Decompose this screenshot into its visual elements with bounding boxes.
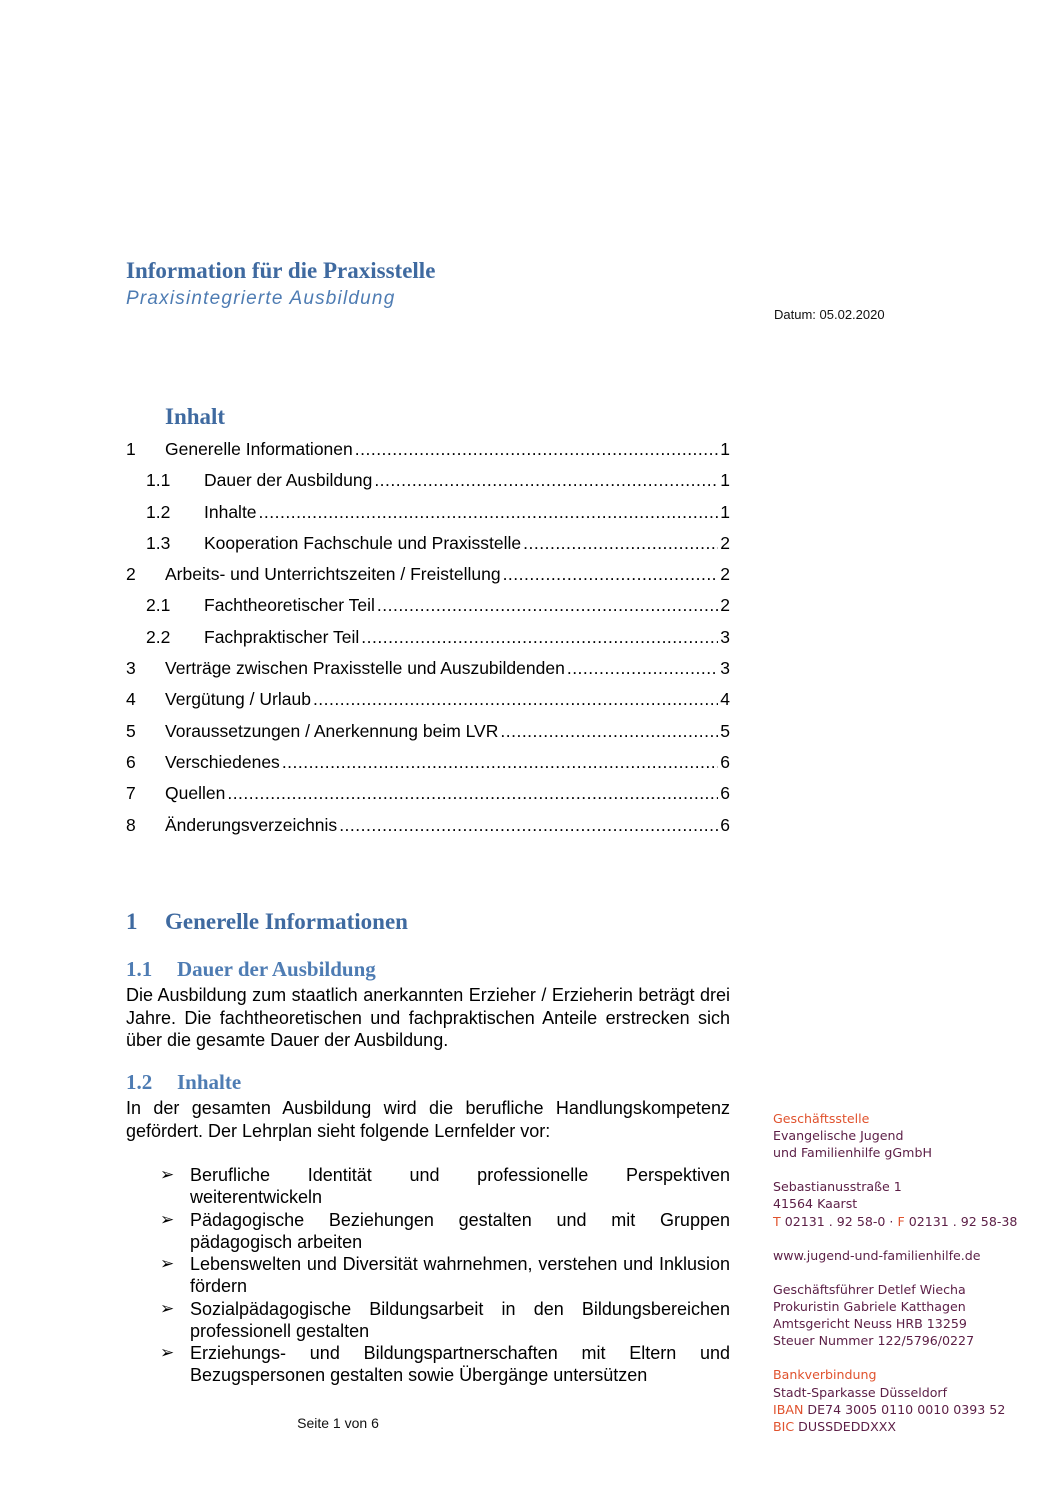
toc-entry-page: 3 xyxy=(720,626,730,647)
toc-entry-label: Fachpraktischer Teil xyxy=(204,626,360,647)
arrow-bullet-icon: ➢ xyxy=(160,1254,175,1274)
toc-entry-page: 6 xyxy=(720,751,730,772)
list-item xyxy=(160,1342,730,1386)
toc-entry-page: 2 xyxy=(720,564,730,585)
toc-entry-label: Verträge zwischen Praxisstelle und Auszubildenden xyxy=(165,658,565,679)
arrow-bullet-icon: ➢ xyxy=(160,1209,175,1229)
toc-entry[interactable] xyxy=(126,467,730,498)
table-of-contents xyxy=(126,436,730,843)
toc-dot-leader xyxy=(227,780,718,806)
toc-entry-page: 3 xyxy=(720,658,730,679)
toc-dot-leader xyxy=(377,592,718,618)
toc-dot-leader xyxy=(259,499,719,525)
toc-entry[interactable] xyxy=(126,749,730,780)
list-item-text: Pädagogische Beziehungen gestalten und mit Gruppen pädagogisch arbeiten xyxy=(190,1209,730,1252)
toc-heading: Inhalt xyxy=(165,404,226,429)
phone-fax-line xyxy=(773,1213,1033,1230)
website-link[interactable]: www.jugend-und-familienhilfe.de xyxy=(773,1247,981,1263)
toc-entry-page: 6 xyxy=(720,783,730,804)
toc-entry-label: Dauer der Ausbildung xyxy=(204,470,373,491)
page-footer: Seite 1 von 6 xyxy=(297,1415,379,1431)
office-label: Geschäftsstelle xyxy=(773,1111,870,1126)
toc-entry-label: Quellen xyxy=(165,783,226,804)
toc-dot-leader xyxy=(503,561,719,587)
iban-prefix: IBAN xyxy=(773,1401,804,1417)
toc-entry-page: 6 xyxy=(720,814,730,835)
subsection-title: Dauer der Ausbildung xyxy=(177,957,376,981)
ceo-line: Geschäftsführer Detlef Wiecha xyxy=(773,1281,966,1297)
subsection-number: 1.2 xyxy=(126,1070,153,1094)
toc-dot-leader xyxy=(567,655,718,681)
toc-entry-page: 5 xyxy=(720,720,730,741)
toc-entry-number: 1.2 xyxy=(146,501,171,522)
toc-entry[interactable] xyxy=(126,624,730,655)
toc-dot-leader xyxy=(500,718,718,744)
toc-entry[interactable] xyxy=(126,561,730,592)
toc-entry[interactable] xyxy=(126,530,730,561)
toc-entry-number: 2.2 xyxy=(146,626,171,647)
iban-value: DE74 3005 0110 0010 0393 52 xyxy=(807,1401,1006,1417)
document-subtitle: Praxisintegrierte Ausbildung xyxy=(126,288,396,309)
toc-entry[interactable] xyxy=(126,812,730,843)
prokurist-line: Prokuristin Gabriele Katthagen xyxy=(773,1299,966,1315)
list-item xyxy=(160,1298,730,1342)
bank-label: Bankverbindung xyxy=(773,1367,877,1383)
bank-name: Stadt-Sparkasse Düsseldorf xyxy=(773,1384,948,1400)
toc-dot-leader xyxy=(282,749,718,775)
toc-entry-label: Änderungsverzeichnis xyxy=(165,814,338,835)
date-line: Datum: 05.02.2020 xyxy=(774,307,885,322)
toc-entry-label: Generelle Informationen xyxy=(165,439,353,459)
toc-entry-label: Voraussetzungen / Anerkennung beim LVR xyxy=(165,720,499,741)
arrow-bullet-icon: ➢ xyxy=(160,1298,175,1318)
toc-entry-number: 7 xyxy=(126,783,136,804)
section-number: 1 xyxy=(126,909,138,934)
city-address: 41564 Kaarst xyxy=(773,1196,858,1212)
toc-entry-number: 4 xyxy=(126,689,136,710)
document-title: Information für die Praxisstelle xyxy=(126,258,436,283)
toc-entry-number: 2 xyxy=(126,564,136,585)
toc-entry-number: 3 xyxy=(126,658,136,679)
list-item xyxy=(160,1209,730,1253)
arrow-bullet-icon: ➢ xyxy=(160,1343,175,1363)
section-heading-1 xyxy=(126,909,408,935)
toc-dot-leader xyxy=(523,530,718,556)
toc-entry[interactable] xyxy=(126,499,730,530)
fax-prefix: F xyxy=(897,1213,905,1229)
toc-entry-label: Inhalte xyxy=(204,501,257,522)
toc-entry-label: Kooperation Fachschule und Praxisstelle xyxy=(204,532,522,553)
toc-dot-leader xyxy=(355,436,719,462)
list-item-text: Berufliche Identität und professionelle Perspektiven weiterentwickeln xyxy=(190,1165,730,1207)
toc-entry-number: 8 xyxy=(126,814,136,835)
iban-line xyxy=(773,1401,1033,1418)
tax-line: Steuer Nummer 122/5796/0227 xyxy=(773,1333,975,1349)
toc-entry-page: 1 xyxy=(720,470,730,491)
phone-number: 02131 . 92 58-0 · xyxy=(784,1213,894,1229)
street-address: Sebastianusstraße 1 xyxy=(773,1179,902,1195)
toc-entry-label: Arbeits- und Unterrichtszeiten / Freistellung xyxy=(165,564,501,585)
letterhead-sidebar xyxy=(773,1110,1033,1435)
toc-entry-label: Vergütung / Urlaub xyxy=(165,689,311,710)
learning-fields-list xyxy=(160,1164,730,1387)
court-line: Amtsgericht Neuss HRB 13259 xyxy=(773,1316,967,1332)
toc-entry-label: Fachtheoretischer Teil xyxy=(204,595,375,616)
list-item xyxy=(160,1253,730,1297)
toc-entry[interactable] xyxy=(126,655,730,686)
list-item xyxy=(160,1164,730,1208)
organization-line: und Familienhilfe gGmbH xyxy=(773,1145,932,1161)
toc-entry-number: 1.1 xyxy=(146,470,171,491)
toc-entry[interactable] xyxy=(126,436,730,467)
toc-entry[interactable] xyxy=(126,686,730,717)
toc-entry-number: 1.3 xyxy=(146,532,171,553)
bic-value: DUSSDEDDXXX xyxy=(798,1418,897,1434)
phone-prefix: T xyxy=(773,1213,781,1229)
toc-entry-label: Verschiedenes xyxy=(165,751,280,772)
toc-entry-number: 1 xyxy=(126,439,136,459)
list-item-text: Lebenswelten und Diversität wahrnehmen, verstehen und Inklusion fördern xyxy=(190,1254,730,1297)
list-item-text: Erziehungs- und Bildungspartnerschaften mit Eltern und Bezugspersonen gestalten sowie Übergänge untersützen xyxy=(190,1343,730,1386)
toc-dot-leader xyxy=(361,624,718,650)
toc-dot-leader xyxy=(374,467,718,493)
toc-entry-number: 5 xyxy=(126,720,136,741)
toc-entry-page: 1 xyxy=(720,439,730,459)
organization-line: Evangelische Jugend xyxy=(773,1128,904,1144)
paragraph-duration: Die Ausbildung zum staatlich anerkannten Erzieher / Erzieherin beträgt drei Jahre. Die fachtheoretischen und fachpraktischen Anteile erstrecken sich über die gesamte Dauer der Ausbildung. xyxy=(126,985,730,1050)
toc-entry[interactable] xyxy=(126,718,730,749)
bic-line xyxy=(773,1418,1033,1435)
toc-entry[interactable] xyxy=(126,592,730,623)
subsection-heading-1-2 xyxy=(126,1070,241,1095)
toc-dot-leader xyxy=(339,812,718,838)
subsection-title: Inhalte xyxy=(177,1070,242,1094)
toc-entry-number: 6 xyxy=(126,751,136,772)
paragraph-contents: In der gesamten Ausbildung wird die berufliche Handlungskompetenz gefördert. Der Lehrplan sieht folgende Lernfelder vor: xyxy=(126,1098,730,1141)
subsection-heading-1-1 xyxy=(126,957,376,982)
subsection-number: 1.1 xyxy=(126,957,153,981)
list-item-text: Sozialpädagogische Bildungsarbeit in den Bildungsbereichen professionell gestalten xyxy=(190,1298,730,1341)
toc-entry-page: 4 xyxy=(720,689,730,710)
toc-entry-number: 2.1 xyxy=(146,595,171,616)
toc-entry[interactable] xyxy=(126,780,730,811)
fax-number: 02131 . 92 58-38 xyxy=(908,1213,1018,1229)
toc-entry-page: 2 xyxy=(720,595,730,616)
toc-entry-page: 1 xyxy=(720,501,730,522)
section-title: Generelle Informationen xyxy=(165,909,408,934)
toc-dot-leader xyxy=(313,686,718,712)
toc-entry-page: 2 xyxy=(720,532,730,553)
bic-prefix: BIC xyxy=(773,1418,795,1434)
arrow-bullet-icon: ➢ xyxy=(160,1165,175,1184)
